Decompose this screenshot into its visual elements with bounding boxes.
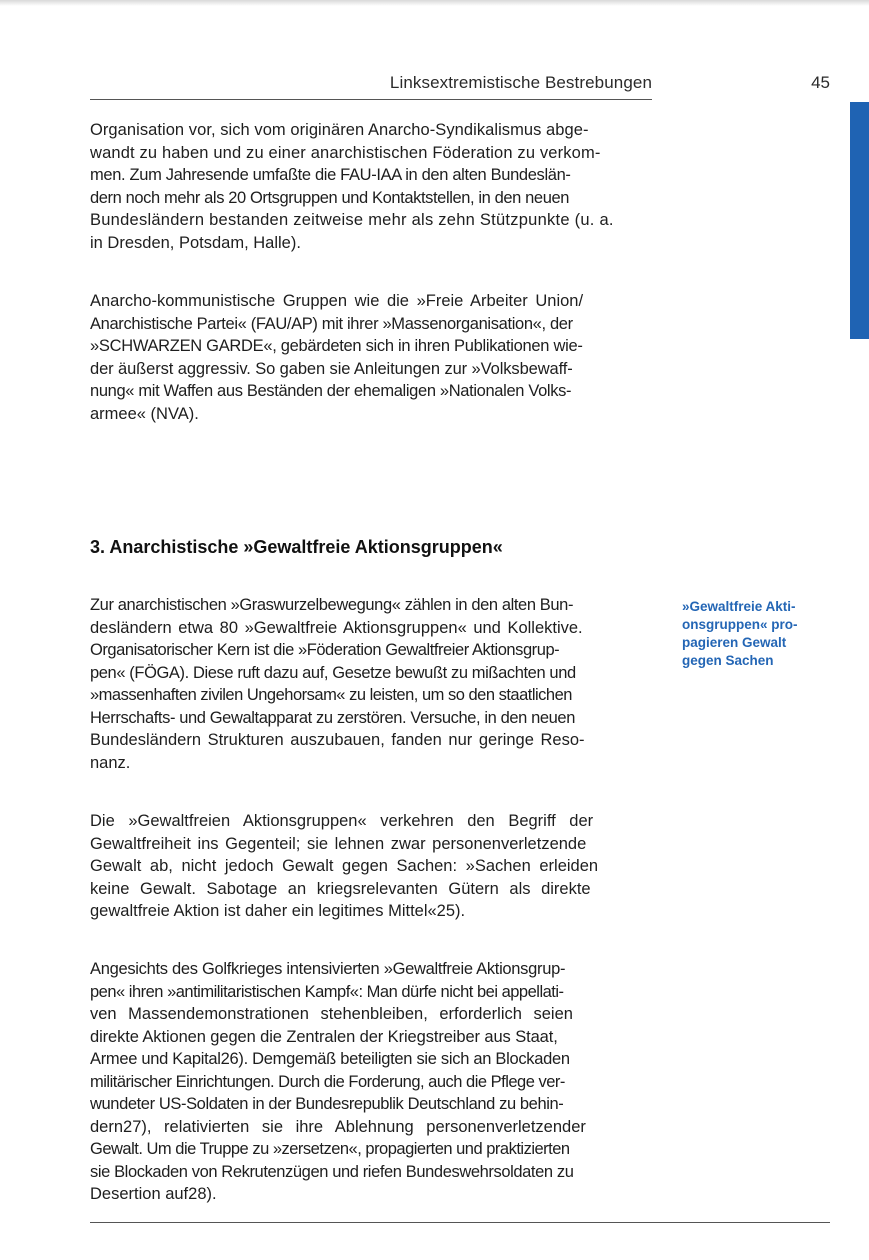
- text-line: Organisatorischer Kern ist die »Föderation Gewaltfreier Aktionsgrup-: [90, 641, 560, 659]
- text-line: »SCHWARZEN GARDE«, gebärdeten sich in ihren Publikationen wie-: [90, 337, 583, 355]
- header-rule: [90, 99, 652, 100]
- text-line: men. Zum Jahresende umfaßte die FAU-IAA in den alten Bundeslän-: [90, 166, 571, 184]
- text-line: Gewalt ab, nicht jedoch Gewalt gegen Sachen: »Sachen erleiden: [90, 857, 599, 875]
- paragraph-3: [90, 594, 652, 774]
- text-line: »massenhaften zivilen Ungehorsam« zu leisten, um so den staatlichen: [90, 686, 572, 704]
- marginal-note: [682, 598, 832, 670]
- marginal-line: »Gewaltfreie Akti-: [682, 599, 796, 614]
- text-line: Bundesländern Strukturen auszubauen, fanden nur geringe Reso-: [90, 731, 585, 749]
- paragraph-5: [90, 958, 652, 1206]
- text-line: pen« ihren »antimilitaristischen Kampf«: Man dürfe nicht bei appellati-: [90, 982, 564, 1001]
- marginal-line: gegen Sachen: [682, 653, 774, 668]
- text-line: Die »Gewaltfreien Aktionsgruppen« verkehren den Begriff der: [90, 812, 594, 830]
- text-line: Herrschafts- und Gewaltapparat zu zerstören. Versuche, in den neuen: [90, 708, 575, 727]
- text-line: Gewaltfreiheit ins Gegenteil; sie lehnen zwar personenverletzende: [90, 834, 587, 853]
- text-line: Organisation vor, sich vom originären Anarcho-Syndikalismus abge-: [90, 121, 589, 139]
- text-line: Armee und Kapital26). Demgemäß beteiligten sie sich an Blockaden: [90, 1050, 570, 1068]
- text-line: gewaltfreie Aktion ist daher ein legitimes Mittel«25).: [90, 902, 466, 920]
- text-line: sie Blockaden von Rekrutenzügen und riefen Bundeswehrsoldaten zu: [90, 1162, 574, 1181]
- text-line: wandt zu haben und zu einer anarchistischen Föderation zu verkom-: [90, 143, 601, 162]
- chapter-edge-tab: [850, 102, 869, 339]
- text-line: Anarchistische Partei« (FAU/AP) mit ihrer »Massenorganisation«, der: [90, 314, 573, 333]
- page-number: 45: [811, 73, 830, 92]
- page-top-shade: [0, 0, 869, 6]
- text-line: keine Gewalt. Sabotage an kriegsrelevanten Gütern als direkte: [90, 879, 591, 898]
- marginal-line: onsgruppen« pro-: [682, 617, 798, 632]
- text-line: armee« (NVA).: [90, 404, 199, 423]
- text-line: nanz.: [90, 753, 131, 772]
- marginal-line: pagieren Gewalt: [682, 635, 787, 650]
- text-line: ven Massendemonstrationen stehenbleiben, erforderlich seien: [90, 1005, 573, 1023]
- text-line: direkte Aktionen gegen die Zentralen der Kriegstreiber aus Staat,: [90, 1027, 558, 1046]
- text-line: Desertion auf28).: [90, 1185, 217, 1203]
- text-line: in Dresden, Potsdam, Halle).: [90, 233, 301, 252]
- section-heading: 3. Anarchistische »Gewaltfreie Aktionsgruppen«: [90, 537, 503, 557]
- footer-rule: [90, 1222, 830, 1223]
- text-line: wundeter US-Soldaten in der Bundesrepublik Deutschland zu behin-: [90, 1095, 564, 1113]
- text-line: nung« mit Waffen aus Beständen der ehemaligen »Nationalen Volks-: [90, 382, 572, 400]
- text-line: Gewalt. Um die Truppe zu »zersetzen«, propagierten und praktizierten: [90, 1140, 570, 1158]
- text-line: dern noch mehr als 20 Ortsgruppen und Kontaktstellen, in den neuen: [90, 188, 570, 207]
- text-line: Angesichts des Golfkrieges intensivierten »Gewaltfreie Aktionsgrup-: [90, 960, 566, 978]
- text-line: der äußerst aggressiv. So gaben sie Anleitungen zur »Volksbewaff-: [90, 359, 573, 378]
- text-line: Bundesländern bestanden zeitweise mehr als zehn Stützpunkte (u. a.: [90, 211, 614, 229]
- text-line: pen« (FÖGA). Diese ruft dazu auf, Gesetze bewußt zu mißachten und: [90, 663, 576, 682]
- text-line: Zur anarchistischen »Graswurzelbewegung« zählen in den alten Bun-: [90, 596, 574, 614]
- paragraph-1: [90, 119, 652, 254]
- running-header: [90, 73, 830, 99]
- text-line: Anarcho-kommunistische Gruppen wie die »Freie Arbeiter Union/: [90, 292, 584, 310]
- paragraph-2: [90, 290, 652, 425]
- running-title: Linksextremistische Bestrebungen: [389, 73, 652, 92]
- text-line: militärischer Einrichtungen. Durch die Forderung, auch die Pflege ver-: [90, 1072, 565, 1091]
- text-line: dern27), relativierten sie ihre Ablehnung personenverletzender: [90, 1117, 586, 1136]
- text-line: desländern etwa 80 »Gewaltfreie Aktionsgruppen« und Kollektive.: [90, 618, 583, 637]
- paragraph-4: [90, 810, 652, 923]
